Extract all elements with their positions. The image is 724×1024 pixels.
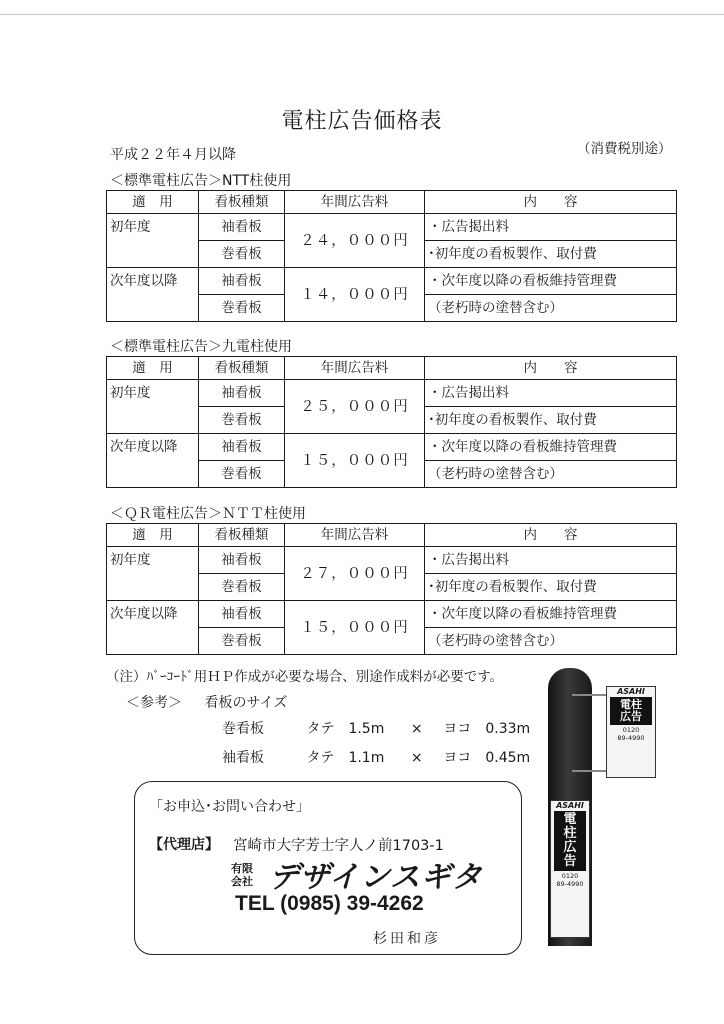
type-cell: 巻看板 <box>199 407 285 434</box>
sign-phone <box>551 872 589 888</box>
price-cell: ２７，０００円 <box>285 547 425 601</box>
section-label: ＜ＱＲ電柱広告＞ＮＴＴ柱使用 <box>110 506 306 522</box>
header-price: 年間広告料 <box>285 191 425 214</box>
table-row <box>107 268 677 295</box>
header-type: 看板種類 <box>199 191 285 214</box>
type-cell: 巻看板 <box>199 628 285 655</box>
table-row <box>107 214 677 241</box>
type-cell: 袖看板 <box>199 380 285 407</box>
header-type: 看板種類 <box>199 524 285 547</box>
size-name: 袖看板 <box>222 750 264 766</box>
sign-phone-bottom: 89-4990 <box>617 734 645 742</box>
price-table <box>106 356 677 488</box>
content-cell: ・次年度以降の看板維持管理費 <box>425 601 677 628</box>
sign-char: 告 <box>563 854 577 869</box>
type-cell: 袖看板 <box>199 268 285 295</box>
content-cell: ・広告掲出料 <box>425 214 677 241</box>
header-use: 適 用 <box>107 357 199 380</box>
price-cell: ２４，０００円 <box>285 214 425 268</box>
size-row <box>222 747 530 767</box>
type-cell: 袖看板 <box>199 547 285 574</box>
table-row <box>107 601 677 628</box>
header-use: 適 用 <box>107 191 199 214</box>
header-price: 年間広告料 <box>285 524 425 547</box>
type-cell: 袖看板 <box>199 601 285 628</box>
size-width: ヨコ 0.45m <box>443 750 531 766</box>
company-logo: デザインスギタ <box>269 860 483 895</box>
table-row <box>107 547 677 574</box>
wrap-sign-image <box>550 800 590 938</box>
type-cell: 巻看板 <box>199 295 285 322</box>
contact-box <box>134 781 522 955</box>
price-table <box>106 190 677 322</box>
header-content: 内 容 <box>425 191 677 214</box>
content-cell: ・次年度以降の看板維持管理費 <box>425 268 677 295</box>
use-cell: 次年度以降 <box>107 434 199 488</box>
header-price: 年間広告料 <box>285 357 425 380</box>
table-header-row <box>107 191 677 214</box>
price-cell: １５，０００円 <box>285 434 425 488</box>
use-cell: 次年度以降 <box>107 268 199 322</box>
content-cell: （老朽時の塗替含む） <box>425 295 677 322</box>
size-height: タテ 1.5m <box>306 721 385 737</box>
sign-char: 柱 <box>563 826 577 841</box>
footnote: （注）ﾊﾞｰｺｰﾄﾞ用ＨＰ作成が必要な場合、別途作成料が必要です。 <box>106 669 504 685</box>
table-header-row <box>107 357 677 380</box>
sign-phone-top: 0120 <box>561 872 579 880</box>
sign-char: 柱 <box>631 698 642 711</box>
brand-logo: ASAHI <box>556 801 584 810</box>
price-table <box>106 523 677 655</box>
price-cell: １４，０００円 <box>285 268 425 322</box>
phone-number: TEL (0985) 39-4262 <box>235 892 424 915</box>
company-type-line: 会社 <box>231 875 253 888</box>
size-times: × <box>410 750 423 766</box>
header-type: 看板種類 <box>199 357 285 380</box>
size-width: ヨコ 0.33m <box>443 721 531 737</box>
reference-label: ＜参考＞ <box>126 695 182 711</box>
type-cell: 巻看板 <box>199 241 285 268</box>
sign-char: 電 <box>620 698 631 711</box>
header-use: 適 用 <box>107 524 199 547</box>
use-cell: 初年度 <box>107 547 199 601</box>
agent-label: 【代理店】 <box>149 837 219 853</box>
reference-heading <box>126 692 305 712</box>
content-cell: ・広告掲出料 <box>425 380 677 407</box>
content-cell: ･初年度の看板製作、取付費 <box>425 574 677 601</box>
content-cell: （老朽時の塗替含む） <box>425 461 677 488</box>
content-cell: ･初年度の看板製作、取付費 <box>425 241 677 268</box>
side-sign-image <box>606 686 656 778</box>
table-row <box>107 380 677 407</box>
size-row <box>222 718 530 738</box>
header-content: 内 容 <box>425 524 677 547</box>
price-cell: １５，０００円 <box>285 601 425 655</box>
effective-date: 平成２２年４月以降 <box>110 147 236 163</box>
sign-phone-bottom: 89-4990 <box>556 880 584 888</box>
type-cell: 袖看板 <box>199 434 285 461</box>
sign-phone <box>607 726 655 742</box>
sign-char: 電 <box>563 812 577 827</box>
company-type <box>231 862 253 888</box>
top-rule <box>0 14 724 15</box>
contact-person: 杉田和彦 <box>373 931 441 947</box>
mounting-bracket <box>572 770 606 772</box>
type-cell: 袖看板 <box>199 214 285 241</box>
content-cell: ・次年度以降の看板維持管理費 <box>425 434 677 461</box>
table-header-row <box>107 524 677 547</box>
size-times: × <box>410 721 423 737</box>
sign-phone-top: 0120 <box>622 726 640 734</box>
page-title: 電柱広告価格表 <box>281 109 443 134</box>
brand-logo: ASAHI <box>617 687 645 696</box>
sign-char: 広 <box>563 840 577 855</box>
section-label: ＜標準電柱広告＞九電柱使用 <box>110 339 292 355</box>
tax-note: （消費税別途） <box>577 141 672 157</box>
sign-text <box>610 697 652 725</box>
sign-text <box>554 811 586 871</box>
header-content: 内 容 <box>425 357 677 380</box>
sign-char: 告 <box>631 710 642 723</box>
reference-title: 看板のサイズ <box>204 695 288 711</box>
table-row <box>107 434 677 461</box>
content-cell: （老朽時の塗替含む） <box>425 628 677 655</box>
sign-char: 広 <box>620 710 631 723</box>
agent-address: 宮崎市大字芳士字人ノ前1703-1 <box>233 838 444 854</box>
use-cell: 次年度以降 <box>107 601 199 655</box>
type-cell: 巻看板 <box>199 574 285 601</box>
content-cell: ･初年度の看板製作、取付費 <box>425 407 677 434</box>
price-cell: ２５，０００円 <box>285 380 425 434</box>
contact-title: 「お申込･お問い合わせ」 <box>149 799 310 815</box>
size-name: 巻看板 <box>222 721 264 737</box>
size-height: タテ 1.1m <box>306 750 385 766</box>
use-cell: 初年度 <box>107 214 199 268</box>
type-cell: 巻看板 <box>199 461 285 488</box>
mounting-bracket <box>572 694 606 696</box>
content-cell: ・広告掲出料 <box>425 547 677 574</box>
company-type-line: 有限 <box>231 862 253 875</box>
section-label: ＜標準電柱広告＞NTT柱使用 <box>110 173 292 189</box>
use-cell: 初年度 <box>107 380 199 434</box>
